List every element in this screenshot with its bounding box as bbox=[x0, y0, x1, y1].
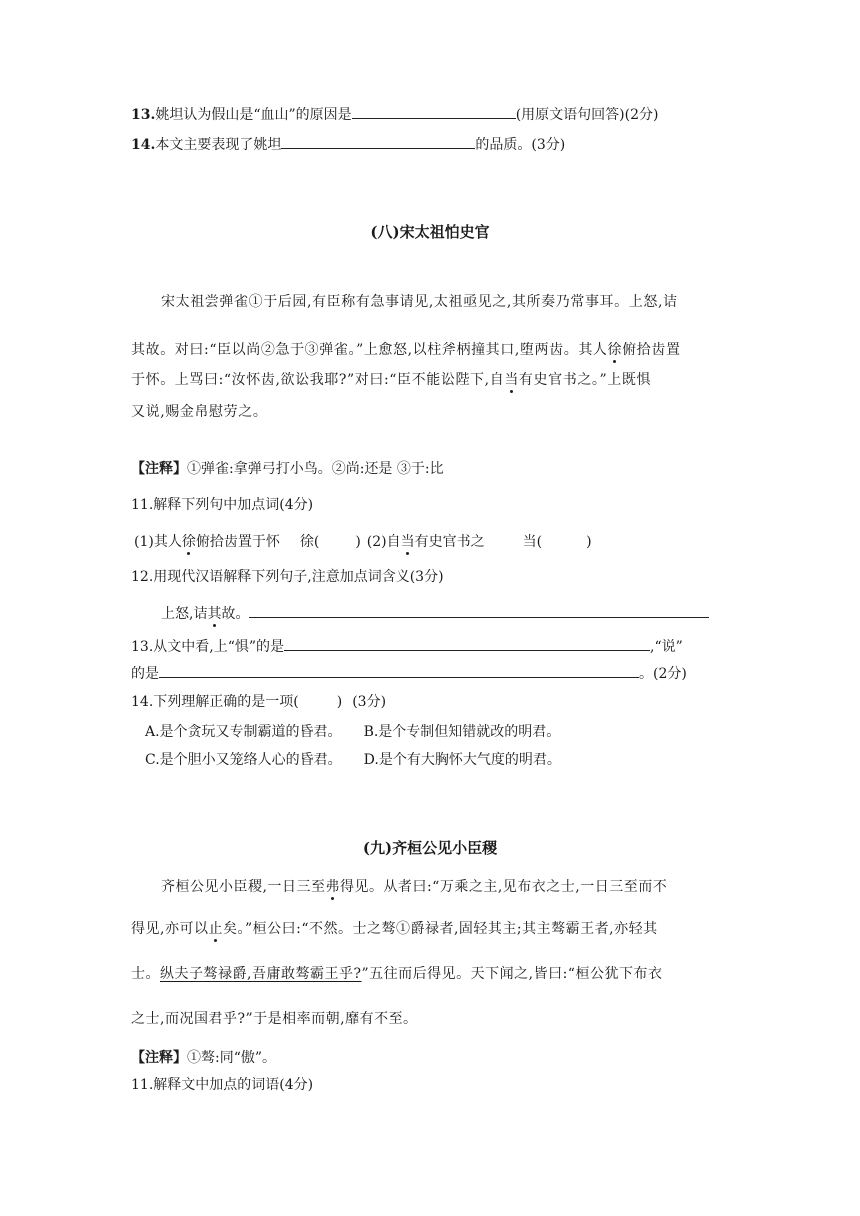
question-number: 14. bbox=[131, 137, 156, 153]
question-12-sec8: 12.用现代汉语解释下列句子,注意加点词含义(3分) bbox=[131, 569, 444, 585]
passage-9-line-1: 齐桓公见小臣稷,一日三至弗得见。从者曰:“万乘之主,见布衣之士,一日三至而不 bbox=[161, 879, 668, 895]
question-13-sec8-line-2: 的是 。(2分) bbox=[131, 663, 687, 684]
question-11-sec9: 11.解释文中加点的词语(4分) bbox=[131, 1077, 314, 1093]
question-11-items: (1)其人徐俯拾齿置于怀 徐( ) (2)自当有史官书之 当( ) bbox=[134, 534, 592, 550]
passage-8-line-3: 于怀。上骂曰:“汝怀齿,欲讼我耶?”对曰:“臣不能讼陛下,自当有史官书之。”上既惧 bbox=[131, 372, 652, 388]
option-b[interactable]: B.是个专制但知错就改的明君。 bbox=[363, 724, 561, 740]
question-number: 13. bbox=[131, 107, 156, 123]
answer-blank[interactable] bbox=[284, 636, 650, 651]
note-label: 【注释】 bbox=[131, 1050, 187, 1066]
section-8-title: (八)宋太祖怕史官 bbox=[370, 223, 490, 241]
passage-8-line-1: 宋太祖尝弹雀①于后园,有臣称有急事请见,太祖亟见之,其所奏乃常事耳。上怒,诘 bbox=[161, 294, 678, 310]
note-label: 【注释】 bbox=[131, 461, 187, 477]
section-9-title: (九)齐桓公见小臣稷 bbox=[362, 839, 498, 857]
question-suffix: (用原文语句回答)(2分) bbox=[515, 107, 659, 123]
option-a[interactable]: A.是个贪玩又专制霸道的昏君。 bbox=[145, 724, 342, 740]
passage-8-line-4: 又说,赐金帛慰劳之。 bbox=[131, 404, 268, 420]
passage-8-line-2: 其故。对曰:“臣以尚②急于③弹雀。”上愈怒,以柱斧柄撞其口,堕两齿。其人徐俯拾齿置 bbox=[131, 342, 681, 358]
option-row-ab bbox=[145, 722, 560, 742]
answer-blank[interactable] bbox=[281, 134, 475, 149]
passage-9-line-3: 士。纵夫子骜禄爵,吾庸敢骜霸王乎?”五往而后得见。天下闻之,皆曰:“桓公犹下布衣 bbox=[131, 966, 663, 982]
question-14-sec7 bbox=[131, 134, 565, 155]
question-text: 姚坦认为假山是“血山”的原因是 bbox=[155, 107, 352, 123]
answer-blank[interactable] bbox=[352, 104, 516, 119]
answer-blank[interactable] bbox=[249, 603, 709, 618]
emphasis-dot-char: 当 bbox=[504, 372, 519, 388]
question-text: 本文主要表现了姚坦 bbox=[155, 137, 282, 153]
question-14-sec8: 14.下列理解正确的是一项( ) (3分) bbox=[131, 694, 387, 710]
emphasis-dot-char: 徐 bbox=[607, 342, 623, 358]
question-12-sentence: 上怒,诘其故。 bbox=[161, 603, 709, 624]
passage-9-line-2: 得见,亦可以止矣。”桓公曰:“不然。士之骜①爵禄者,固轻其主;其主骜霸王者,亦轻其 bbox=[131, 921, 658, 937]
question-11-sec8: 11.解释下列句中加点词(4分) bbox=[131, 497, 314, 513]
word-slot-xu: 徐( bbox=[299, 534, 320, 550]
emphasis-dot-char: 弗 bbox=[325, 879, 340, 895]
option-row-cd bbox=[145, 750, 561, 770]
question-13-sec8: 13.从文中看,上“惧”的是 ,“说” bbox=[131, 636, 683, 657]
word-slot-dang: 当( bbox=[522, 534, 543, 550]
emphasis-dot-char: 徐 bbox=[181, 534, 196, 550]
question-suffix: 的品质。(3分) bbox=[475, 137, 566, 153]
note-text: ①弹雀:拿弹弓打小鸟。②尚:还是 ③于:比 bbox=[187, 461, 444, 477]
emphasis-dot-char: 止 bbox=[208, 921, 223, 937]
underlined-sentence: 纵夫子骜禄爵,吾庸敢骜霸王乎? bbox=[160, 966, 362, 982]
note-text: ①骜:同“傲”。 bbox=[187, 1050, 277, 1066]
option-d[interactable]: D.是个有大胸怀大气度的明君。 bbox=[363, 752, 561, 768]
question-13-sec7 bbox=[131, 104, 658, 125]
answer-blank[interactable] bbox=[159, 663, 639, 678]
option-c[interactable]: C.是个胆小又笼络人心的昏君。 bbox=[145, 752, 342, 768]
note-8 bbox=[131, 459, 444, 479]
passage-9-line-4: 之士,而况国君乎?”于是相率而朝,靡有不至。 bbox=[131, 1011, 418, 1027]
note-9 bbox=[131, 1048, 276, 1068]
emphasis-dot-char: 其 bbox=[207, 606, 222, 622]
emphasis-dot-char: 当 bbox=[400, 534, 415, 550]
